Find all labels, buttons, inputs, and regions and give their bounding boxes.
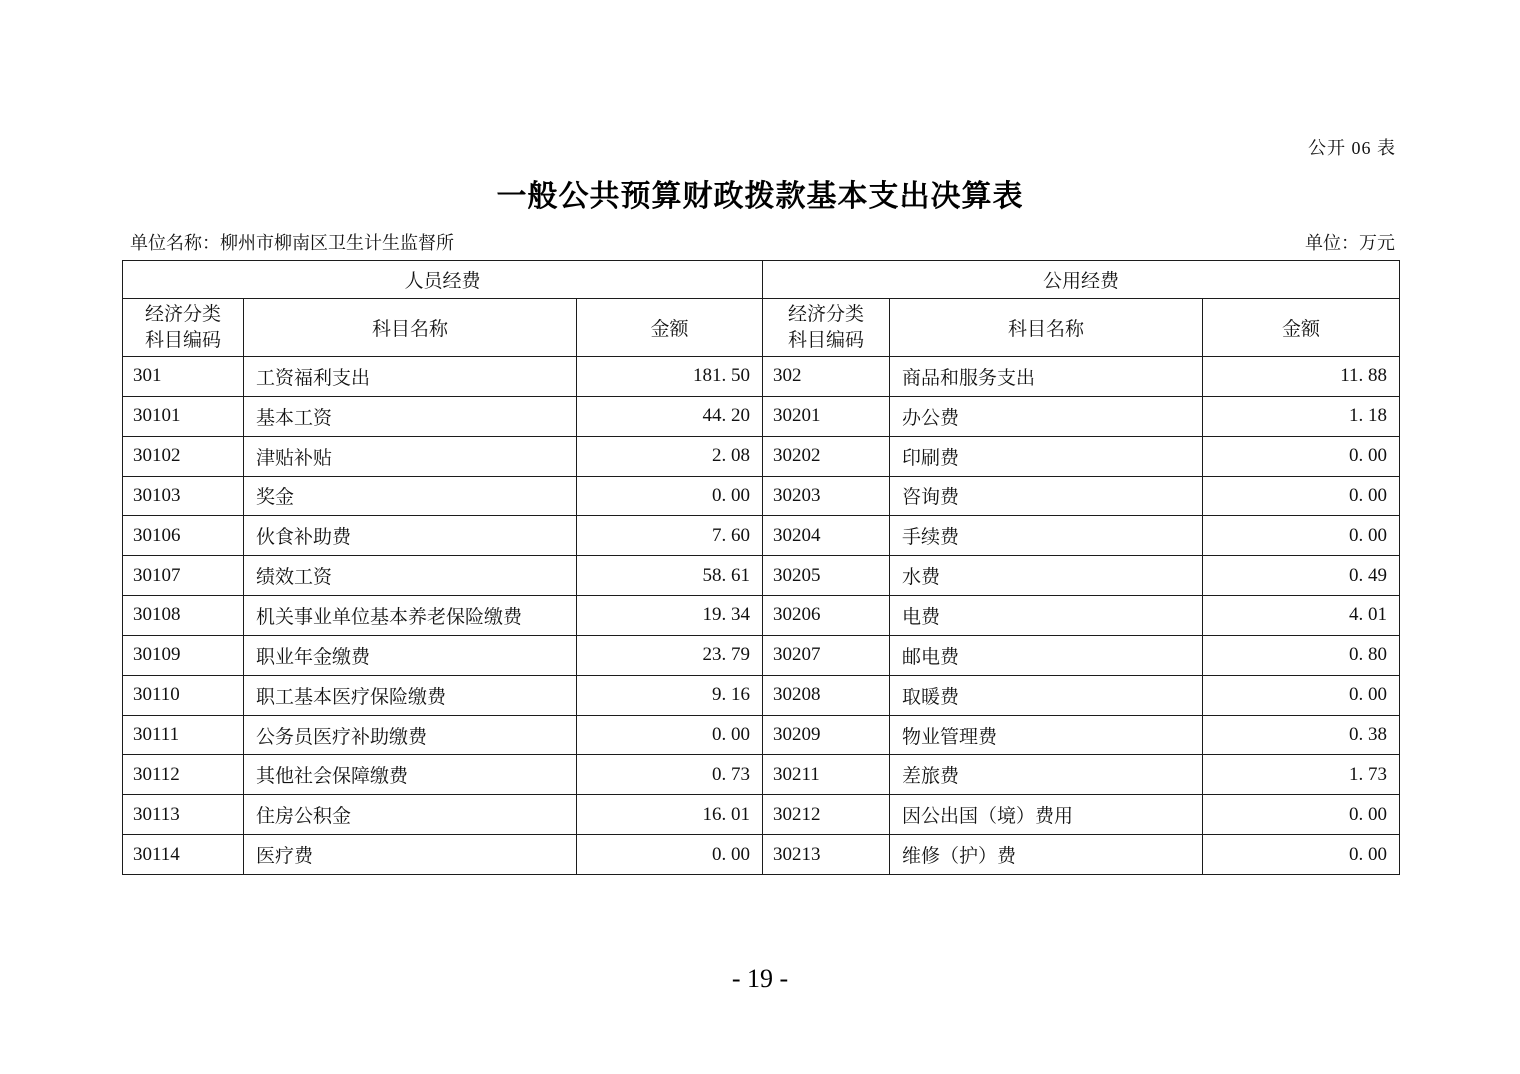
personnel-name-cell: 基本工资 [244, 396, 577, 436]
personnel-amount-cell: 16. 01 [577, 795, 763, 835]
personnel-name-cell: 住房公积金 [244, 795, 577, 835]
personnel-code-cell: 30112 [123, 755, 244, 795]
personnel-name-cell: 其他社会保障缴费 [244, 755, 577, 795]
personnel-amount-cell: 2. 08 [577, 436, 763, 476]
public-name-cell: 商品和服务支出 [890, 357, 1203, 397]
personnel-code-cell: 30102 [123, 436, 244, 476]
personnel-code-cell: 30109 [123, 635, 244, 675]
personnel-code-cell: 30106 [123, 516, 244, 556]
personnel-name-cell: 奖金 [244, 476, 577, 516]
public-name-cell: 电费 [890, 596, 1203, 636]
code-header-line1: 经济分类 [144, 303, 221, 325]
table-row [123, 436, 1400, 476]
table-row [123, 476, 1400, 516]
public-code-cell: 30209 [763, 715, 890, 755]
personnel-name-cell: 职业年金缴费 [244, 635, 577, 675]
personnel-code-header-text [123, 302, 243, 354]
personnel-subject-column-header: 科目名称 [244, 299, 577, 357]
public-name-cell: 手续费 [890, 516, 1203, 556]
personnel-amount-cell: 9. 16 [577, 675, 763, 715]
personnel-amount-cell: 7. 60 [577, 516, 763, 556]
personnel-amount-cell: 0. 73 [577, 755, 763, 795]
public-amount-cell: 0. 38 [1203, 715, 1400, 755]
page-number: - 19 - [731, 964, 789, 993]
column-header-row [123, 299, 1400, 357]
personnel-name-cell: 绩效工资 [244, 556, 577, 596]
public-name-cell: 取暖费 [890, 675, 1203, 715]
personnel-code-cell: 30113 [123, 795, 244, 835]
personnel-amount-cell: 0. 00 [577, 835, 763, 875]
section-header-row [123, 261, 1400, 299]
public-name-cell: 水费 [890, 556, 1203, 596]
personnel-code-cell: 301 [123, 357, 244, 397]
personnel-amount-cell: 0. 00 [577, 715, 763, 755]
personnel-code-cell: 30110 [123, 675, 244, 715]
personnel-name-cell: 职工基本医疗保险缴费 [244, 675, 577, 715]
public-code-cell: 30206 [763, 596, 890, 636]
table-row [123, 396, 1400, 436]
public-code-cell: 302 [763, 357, 890, 397]
personnel-amount-column-header: 金额 [577, 299, 763, 357]
public-subject-column-header: 科目名称 [890, 299, 1203, 357]
public-code-cell: 30207 [763, 635, 890, 675]
public-amount-cell: 1. 18 [1203, 396, 1400, 436]
public-amount-cell: 0. 49 [1203, 556, 1400, 596]
personnel-code-cell: 30111 [123, 715, 244, 755]
form-code-label: 公开 06 表 [1308, 138, 1396, 158]
public-code-column-header [763, 299, 890, 357]
public-code-cell: 30212 [763, 795, 890, 835]
personnel-amount-cell: 44. 20 [577, 396, 763, 436]
personnel-amount-cell: 19. 34 [577, 596, 763, 636]
table-row [123, 835, 1400, 875]
table-row [123, 596, 1400, 636]
table-row [123, 715, 1400, 755]
public-code-cell: 30204 [763, 516, 890, 556]
personnel-name-cell: 机关事业单位基本养老保险缴费 [244, 596, 577, 636]
page-title: 一般公共预算财政拨款基本支出决算表 [496, 180, 1024, 213]
personnel-name-cell: 工资福利支出 [244, 357, 577, 397]
table-row [123, 755, 1400, 795]
meta-row [130, 229, 1395, 255]
table-row [123, 795, 1400, 835]
public-amount-cell: 0. 80 [1203, 635, 1400, 675]
public-name-cell: 维修（护）费 [890, 835, 1203, 875]
public-name-cell: 物业管理费 [890, 715, 1203, 755]
public-amount-cell: 0. 00 [1203, 835, 1400, 875]
personnel-name-cell: 伙食补助费 [244, 516, 577, 556]
personnel-amount-cell: 58. 61 [577, 556, 763, 596]
public-amount-column-header: 金额 [1203, 299, 1400, 357]
table-row [123, 635, 1400, 675]
public-code-cell: 30201 [763, 396, 890, 436]
personnel-name-cell: 医疗费 [244, 835, 577, 875]
public-amount-cell: 1. 73 [1203, 755, 1400, 795]
personnel-name-cell: 公务员医疗补助缴费 [244, 715, 577, 755]
personnel-amount-cell: 181. 50 [577, 357, 763, 397]
code-header-line2: 科目编码 [787, 329, 864, 351]
personnel-code-cell: 30101 [123, 396, 244, 436]
code-header-line1: 经济分类 [787, 303, 864, 325]
public-name-cell: 办公费 [890, 396, 1203, 436]
public-name-cell: 因公出国（境）费用 [890, 795, 1203, 835]
public-amount-cell: 0. 00 [1203, 675, 1400, 715]
public-code-header-text [763, 302, 889, 354]
public-code-cell: 30213 [763, 835, 890, 875]
personnel-code-column-header [123, 299, 244, 357]
public-code-cell: 30202 [763, 436, 890, 476]
public-section-header: 公用经费 [763, 261, 1400, 299]
table-row [123, 675, 1400, 715]
public-code-cell: 30208 [763, 675, 890, 715]
public-amount-cell: 0. 00 [1203, 795, 1400, 835]
public-amount-cell: 0. 00 [1203, 436, 1400, 476]
code-header-line2: 科目编码 [144, 329, 221, 351]
public-code-cell: 30203 [763, 476, 890, 516]
public-name-cell: 差旅费 [890, 755, 1203, 795]
public-name-cell: 邮电费 [890, 635, 1203, 675]
public-code-cell: 30205 [763, 556, 890, 596]
table-row [123, 357, 1400, 397]
public-amount-cell: 4. 01 [1203, 596, 1400, 636]
table-row [123, 556, 1400, 596]
public-amount-cell: 0. 00 [1203, 516, 1400, 556]
personnel-amount-cell: 0. 00 [577, 476, 763, 516]
personnel-code-cell: 30103 [123, 476, 244, 516]
personnel-name-cell: 津贴补贴 [244, 436, 577, 476]
public-amount-cell: 0. 00 [1203, 476, 1400, 516]
public-name-cell: 咨询费 [890, 476, 1203, 516]
public-code-cell: 30211 [763, 755, 890, 795]
personnel-amount-cell: 23. 79 [577, 635, 763, 675]
personnel-code-cell: 30114 [123, 835, 244, 875]
personnel-section-header: 人员经费 [123, 261, 763, 299]
budget-table [122, 260, 1400, 875]
table-row [123, 516, 1400, 556]
personnel-code-cell: 30108 [123, 596, 244, 636]
unit-name-label: 单位名称：柳州市柳南区卫生计生监督所 [130, 233, 454, 253]
public-amount-cell: 11. 88 [1203, 357, 1400, 397]
public-name-cell: 印刷费 [890, 436, 1203, 476]
unit-of-measure-label: 单位：万元 [1305, 233, 1395, 253]
personnel-code-cell: 30107 [123, 556, 244, 596]
